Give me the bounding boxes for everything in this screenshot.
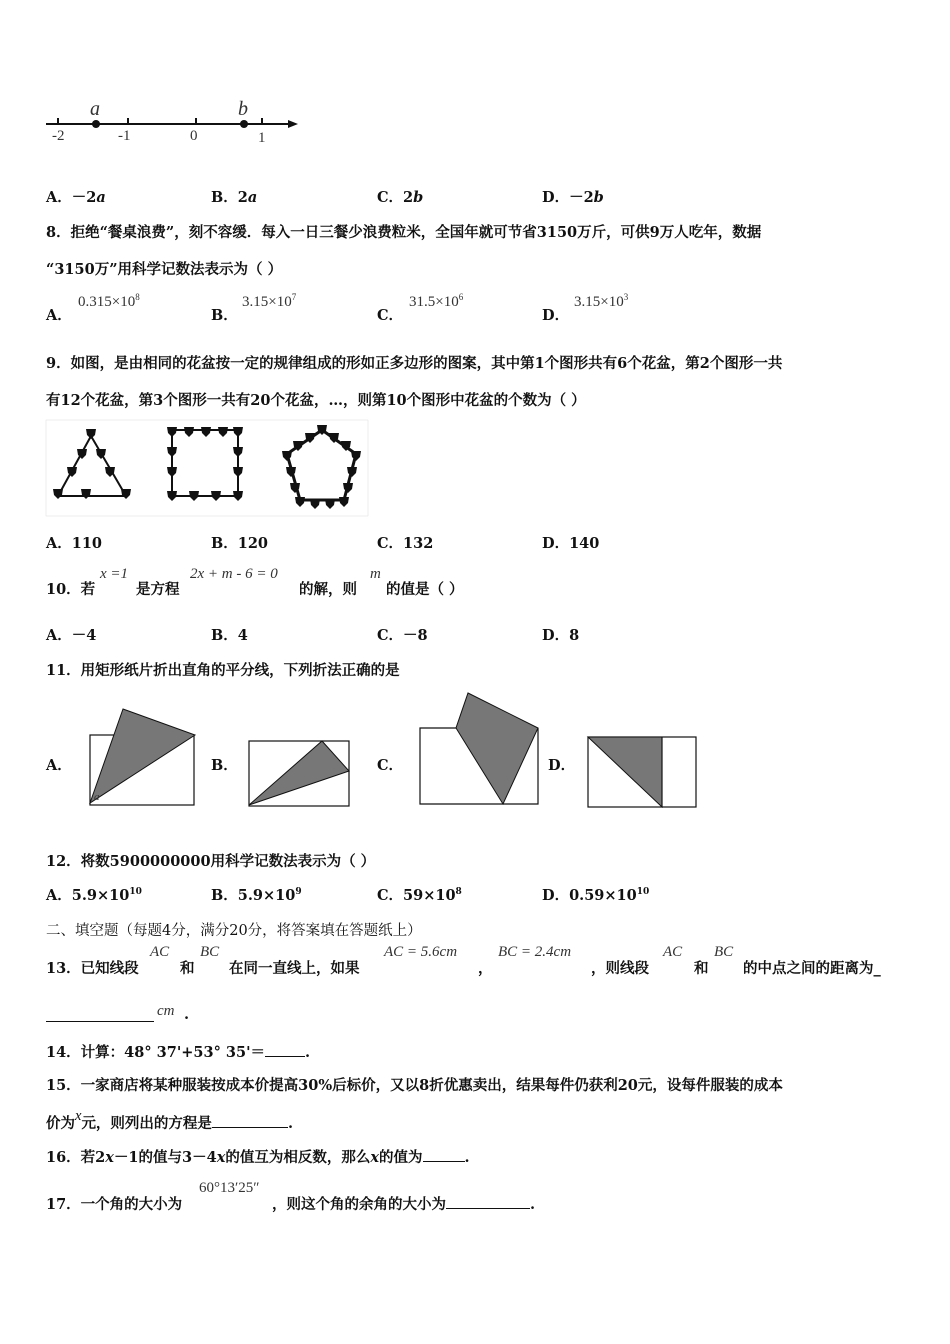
q7-option-c[interactable]: C．2b [377,189,424,206]
q15-line1: 15．一家商店将某种服装按成本价提高30%后标价，又以8折优惠卖出，结果每件仍获利20元，设每件服装的成本 [46,1077,783,1094]
q10-option-b[interactable]: B．4 [211,627,248,644]
q12-option-b[interactable]: B．$5.9\times 10^9$ [211,887,302,904]
q16-answer-blank[interactable] [423,1161,465,1162]
q11-option-a[interactable]: A． [46,757,72,774]
tick-label: -1 [118,128,131,144]
q13-answer-blank[interactable] [46,1021,154,1022]
number-line [40,98,310,158]
q11-text: 11．用矩形纸片折出直角的平分线，下列折法正确的是 [46,662,400,679]
q10-option-a[interactable]: A．－4 [46,627,97,644]
point-b [240,120,248,128]
q8-line1: 8．拒绝“餐桌浪费”，刻不容缓．每入一日三餐少浪费粒米，全国年就可节省3150万斤，可供9万人吃年，数据 [46,224,762,241]
tick-label: 1 [258,130,266,146]
q11-option-c[interactable]: C． [377,757,404,774]
q17-answer-blank[interactable] [446,1208,530,1209]
fold-figure-c [418,690,542,808]
q9-line1: 9．如图，是由相同的花盆按一定的规律组成的形如正多边形的图案，其中第1个图形共有6个花盆，第2个图形一共 [46,355,783,372]
q11-option-d[interactable]: D． [548,757,576,774]
q8-line2: “3150万”用科学记数法表示为（ ） [46,261,283,278]
tick-label: -2 [52,128,65,144]
q9-option-c[interactable]: C．132 [377,535,434,552]
q13-end: . [184,1006,190,1023]
q9-line2: 有12个花盆，第3个图形一共有20个花盆，…，则第10个图形中花盆的个数为（ ） [46,392,586,409]
q11-option-b[interactable]: B． [211,757,238,774]
q9-option-d[interactable]: D．140 [542,535,600,552]
q14-answer-blank[interactable] [265,1056,305,1057]
point-b-label: b [238,98,248,120]
tick-label: 0 [190,128,198,144]
q12-option-c[interactable]: C．$59\times 10^8$ [377,887,462,904]
point-a [92,120,100,128]
q7-option-b[interactable]: B．2a [211,189,258,206]
section-heading: 二、填空题（每题4分，满分20分，将答案填在答题纸上） [46,923,422,939]
point-a-label: a [90,98,100,120]
fold-figure-a-label: a [94,791,100,803]
q10-option-d[interactable]: D．8 [542,627,580,644]
q16-stem: 16．若2x－1的值与3－4x的值互为相反数，那么x的值为 . [46,1149,470,1166]
fold-figure-b [246,737,352,809]
flowerpot-figures [46,420,370,518]
q9-option-b[interactable]: B．120 [211,535,269,552]
q7-option-a[interactable]: A．－2a [46,189,106,206]
q9-option-a[interactable]: A．110 [46,535,103,552]
q7-option-d[interactable]: D．－2b [542,189,604,206]
fold-figure-a [86,704,198,808]
q12-option-a[interactable]: A．$5.9\times 10^{10}$ [46,887,142,904]
q12-option-d[interactable]: D．$0.59\times 10^{10}$ [542,887,650,904]
fold-figure-d [586,734,700,810]
q10-option-c[interactable]: C．－8 [377,627,428,644]
q15-answer-blank[interactable] [212,1127,288,1128]
q12-text: 12．将数5900000000用科学记数法表示为（ ） [46,853,376,870]
q15-line2: 价为x元，则列出的方程是 . [46,1108,293,1132]
q13-unit: cm [157,1003,175,1019]
q14-stem: 14．计算：48° 37'+53° 35'＝ . [46,1044,311,1061]
